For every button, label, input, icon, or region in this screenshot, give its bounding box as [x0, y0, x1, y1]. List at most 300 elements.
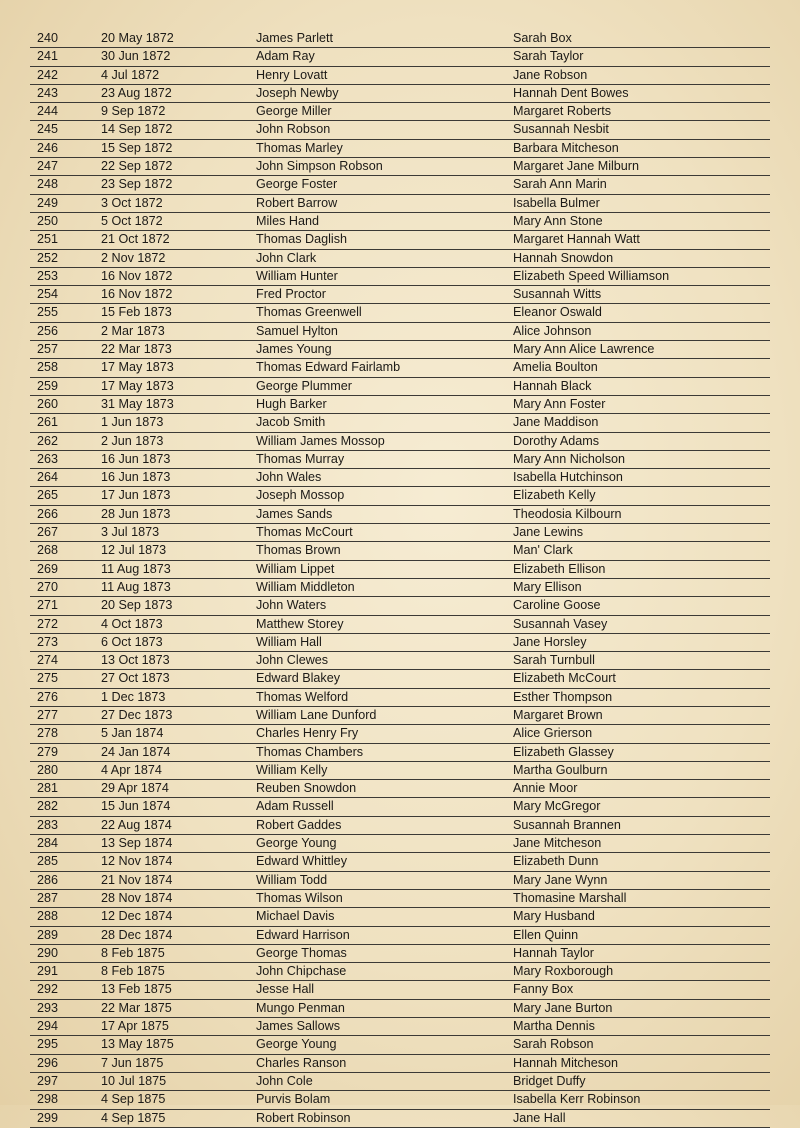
marriage-date: 10 Jul 1875: [101, 1073, 167, 1088]
table-row: [30, 780, 770, 798]
groom-name: Fred Proctor: [256, 287, 326, 302]
bride-name: Hannah Black: [513, 378, 592, 393]
bride-name: Thomasine Marshall: [513, 890, 627, 905]
groom-name: George Miller: [256, 104, 332, 119]
marriage-date: 27 Oct 1873: [101, 671, 170, 686]
marriage-date: 17 Apr 1875: [101, 1019, 169, 1034]
marriage-date: 27 Dec 1873: [101, 707, 173, 722]
table-row: [30, 414, 770, 432]
groom-name: Joseph Mossop: [256, 488, 345, 503]
entry-number: 241: [37, 49, 59, 64]
bride-name: Mary Roxborough: [513, 964, 614, 979]
marriage-date: 13 Oct 1873: [101, 653, 170, 668]
groom-name: Edward Harrison: [256, 927, 350, 942]
groom-name: Michael Davis: [256, 909, 335, 924]
table-row: [30, 396, 770, 414]
groom-name: Jesse Hall: [256, 982, 315, 997]
marriage-date: 4 Sep 1875: [101, 1092, 166, 1107]
table-row: [30, 304, 770, 322]
table-row: [30, 908, 770, 926]
marriage-register-table: [30, 30, 770, 1128]
entry-number: 259: [37, 378, 59, 393]
table-row: [30, 890, 770, 908]
bride-name: Sarah Ann Marin: [513, 177, 607, 192]
entry-number: 293: [37, 1000, 59, 1015]
groom-name: John Clewes: [256, 653, 329, 668]
entry-number: 266: [37, 506, 59, 521]
groom-name: John Clark: [256, 250, 317, 265]
groom-name: George Thomas: [256, 945, 347, 960]
bride-name: Mary Ann Stone: [513, 213, 603, 228]
bride-name: Mary Ellison: [513, 579, 582, 594]
bride-name: Fanny Box: [513, 982, 574, 997]
entry-number: 246: [37, 140, 59, 155]
bride-name: Isabella Hutchinson: [513, 470, 623, 485]
table-row: [30, 195, 770, 213]
bride-name: Amelia Boulton: [513, 360, 598, 375]
entry-number: 272: [37, 616, 59, 631]
bride-name: Margaret Jane Milburn: [513, 159, 639, 174]
marriage-date: 3 Jul 1873: [101, 525, 160, 540]
bride-name: Jane Hall: [513, 1110, 566, 1125]
table-row: [30, 140, 770, 158]
table-row: [30, 487, 770, 505]
groom-name: Reuben Snowdon: [256, 781, 357, 796]
entry-number: 253: [37, 268, 59, 283]
table-row: [30, 670, 770, 688]
entry-number: 251: [37, 232, 59, 247]
entry-number: 255: [37, 305, 59, 320]
bride-name: Barbara Mitcheson: [513, 140, 619, 155]
entry-number: 288: [37, 909, 59, 924]
table-row: [30, 158, 770, 176]
entry-number: 258: [37, 360, 59, 375]
table-row: [30, 524, 770, 542]
bride-name: Jane Lewins: [513, 525, 584, 540]
marriage-date: 13 May 1875: [101, 1037, 174, 1052]
marriage-date: 1 Dec 1873: [101, 689, 166, 704]
marriage-date: 16 Jun 1873: [101, 470, 171, 485]
entry-number: 250: [37, 213, 59, 228]
marriage-date: 15 Jun 1874: [101, 799, 171, 814]
marriage-date: 16 Nov 1872: [101, 287, 173, 302]
bride-name: Sarah Box: [513, 31, 572, 45]
groom-name: George Foster: [256, 177, 338, 192]
marriage-date: 9 Sep 1872: [101, 104, 166, 119]
bride-name: Caroline Goose: [513, 598, 601, 613]
groom-name: Edward Blakey: [256, 671, 340, 686]
table-row: [30, 945, 770, 963]
groom-name: Thomas Murray: [256, 451, 345, 466]
bride-name: Mary Ann Nicholson: [513, 451, 625, 466]
groom-name: William James Mossop: [256, 433, 385, 448]
groom-name: Thomas Wilson: [256, 890, 343, 905]
entry-number: 287: [37, 890, 59, 905]
bride-name: Elizabeth Dunn: [513, 854, 599, 869]
marriage-date: 22 Sep 1872: [101, 159, 173, 174]
entry-number: 252: [37, 250, 59, 265]
marriage-date: 11 Aug 1873: [101, 561, 171, 576]
table-row: [30, 378, 770, 396]
marriage-date: 28 Nov 1874: [101, 890, 173, 905]
marriage-date: 3 Oct 1872: [101, 195, 163, 210]
bride-name: Sarah Taylor: [513, 49, 584, 64]
entry-number: 285: [37, 854, 59, 869]
groom-name: Miles Hand: [256, 213, 319, 228]
table-row: [30, 1110, 770, 1128]
table-row: [30, 85, 770, 103]
bride-name: Mary Jane Burton: [513, 1000, 613, 1015]
bride-name: Theodosia Kilbourn: [513, 506, 622, 521]
bride-name: Sarah Turnbull: [513, 653, 595, 668]
groom-name: Mungo Penman: [256, 1000, 345, 1015]
groom-name: Robert Gaddes: [256, 817, 342, 832]
groom-name: Hugh Barker: [256, 396, 327, 411]
marriage-date: 13 Sep 1874: [101, 836, 173, 851]
bride-name: Jane Robson: [513, 67, 588, 82]
table-row: [30, 213, 770, 231]
table-row: [30, 1036, 770, 1054]
entry-number: 276: [37, 689, 59, 704]
groom-name: John Wales: [256, 470, 322, 485]
marriage-date: 16 Nov 1872: [101, 268, 173, 283]
groom-name: Thomas Marley: [256, 140, 343, 155]
entry-number: 275: [37, 671, 59, 686]
bride-name: Jane Maddison: [513, 415, 599, 430]
entry-number: 261: [37, 415, 59, 430]
entry-number: 257: [37, 342, 59, 357]
marriage-date: 5 Jan 1874: [101, 726, 164, 741]
groom-name: John Waters: [256, 598, 327, 613]
marriage-date: 15 Sep 1872: [101, 140, 173, 155]
marriage-date: 7 Jun 1875: [101, 1055, 164, 1070]
entry-number: 248: [37, 177, 59, 192]
bride-name: Isabella Bulmer: [513, 195, 600, 210]
groom-name: Edward Whittley: [256, 854, 347, 869]
entry-number: 265: [37, 488, 59, 503]
table-row: [30, 506, 770, 524]
marriage-date: 13 Feb 1875: [101, 982, 172, 997]
bride-name: Elizabeth Ellison: [513, 561, 606, 576]
marriage-date: 8 Feb 1875: [101, 964, 165, 979]
groom-name: George Young: [256, 836, 337, 851]
bride-name: Elizabeth Speed Williamson: [513, 268, 670, 283]
marriage-date: 4 Sep 1875: [101, 1110, 166, 1125]
groom-name: Joseph Newby: [256, 85, 339, 100]
bride-name: Mary Ann Alice Lawrence: [513, 342, 655, 357]
table-row: [30, 707, 770, 725]
marriage-date: 28 Jun 1873: [101, 506, 171, 521]
groom-name: Thomas McCourt: [256, 525, 353, 540]
groom-name: Adam Ray: [256, 49, 315, 64]
entry-number: 290: [37, 945, 59, 960]
bride-name: Susannah Nesbit: [513, 122, 609, 137]
bride-name: Sarah Robson: [513, 1037, 594, 1052]
table-row: [30, 286, 770, 304]
table-row: [30, 798, 770, 816]
entry-number: 298: [37, 1092, 59, 1107]
bride-name: Mary McGregor: [513, 799, 601, 814]
groom-name: Robert Barrow: [256, 195, 338, 210]
table-row: [30, 121, 770, 139]
marriage-date: 29 Apr 1874: [101, 781, 169, 796]
bride-name: Susannah Vasey: [513, 616, 608, 631]
entry-number: 273: [37, 634, 59, 649]
marriage-date: 12 Nov 1874: [101, 854, 173, 869]
table-row: [30, 981, 770, 999]
bride-name: Elizabeth Kelly: [513, 488, 596, 503]
table-row: [30, 872, 770, 890]
bride-name: Margaret Brown: [513, 707, 603, 722]
bride-name: Ellen Quinn: [513, 927, 579, 942]
marriage-date: 6 Oct 1873: [101, 634, 163, 649]
groom-name: William Hunter: [256, 268, 338, 283]
marriage-date: 2 Nov 1872: [101, 250, 166, 265]
entry-number: 291: [37, 964, 59, 979]
groom-name: Thomas Greenwell: [256, 305, 362, 320]
table-row: [30, 725, 770, 743]
table-row: [30, 433, 770, 451]
marriage-date: 30 Jun 1872: [101, 49, 171, 64]
table-row: [30, 817, 770, 835]
groom-name: William Middleton: [256, 579, 355, 594]
entry-number: 267: [37, 525, 59, 540]
groom-name: William Todd: [256, 872, 328, 887]
groom-name: John Robson: [256, 122, 331, 137]
marriage-date: 2 Jun 1873: [101, 433, 164, 448]
entry-number: 269: [37, 561, 59, 576]
table-row: [30, 268, 770, 286]
table-row: [30, 762, 770, 780]
entry-number: 249: [37, 195, 59, 210]
table-row: [30, 323, 770, 341]
bride-name: Alice Johnson: [513, 323, 592, 338]
entry-number: 281: [37, 781, 59, 796]
groom-name: James Sallows: [256, 1019, 340, 1034]
entry-number: 260: [37, 396, 59, 411]
bride-name: Hannah Snowdon: [513, 250, 614, 265]
entry-number: 282: [37, 799, 59, 814]
groom-name: Jacob Smith: [256, 415, 326, 430]
groom-name: John Cole: [256, 1073, 313, 1088]
entry-number: 264: [37, 470, 59, 485]
entry-number: 247: [37, 159, 59, 174]
entry-number: 240: [37, 31, 59, 45]
entry-number: 278: [37, 726, 59, 741]
marriage-date: 22 Aug 1874: [101, 817, 172, 832]
marriage-date: 22 Mar 1875: [101, 1000, 172, 1015]
marriage-date: 11 Aug 1873: [101, 579, 171, 594]
bride-name: Annie Moor: [513, 781, 578, 796]
table-row: [30, 1073, 770, 1091]
bride-name: Susannah Witts: [513, 287, 602, 302]
bride-name: Martha Goulburn: [513, 762, 608, 777]
marriage-date: 23 Sep 1872: [101, 177, 173, 192]
entry-number: 254: [37, 287, 59, 302]
bride-name: Mary Jane Wynn: [513, 872, 608, 887]
groom-name: Thomas Edward Fairlamb: [256, 360, 401, 375]
groom-name: William Lippet: [256, 561, 335, 576]
groom-name: William Lane Dunford: [256, 707, 377, 722]
table-row: [30, 963, 770, 981]
table-row: [30, 30, 770, 48]
entry-number: 289: [37, 927, 59, 942]
entry-number: 256: [37, 323, 59, 338]
bride-name: Hannah Dent Bowes: [513, 85, 629, 100]
groom-name: Robert Robinson: [256, 1110, 351, 1125]
groom-name: Thomas Welford: [256, 689, 349, 704]
entry-number: 279: [37, 744, 59, 759]
table-row: [30, 469, 770, 487]
bride-name: Susannah Brannen: [513, 817, 621, 832]
table-row: [30, 1055, 770, 1073]
bride-name: Elizabeth McCourt: [513, 671, 616, 686]
bride-name: Margaret Hannah Watt: [513, 232, 640, 247]
bride-name: Man' Clark: [513, 543, 573, 558]
groom-name: John Chipchase: [256, 964, 347, 979]
marriage-date: 24 Jan 1874: [101, 744, 171, 759]
entry-number: 283: [37, 817, 59, 832]
entry-number: 243: [37, 85, 59, 100]
entry-number: 295: [37, 1037, 59, 1052]
entry-number: 270: [37, 579, 59, 594]
bride-name: Bridget Duffy: [513, 1073, 586, 1088]
table-row: [30, 48, 770, 66]
entry-number: 292: [37, 982, 59, 997]
marriage-date: 12 Jul 1873: [101, 543, 167, 558]
groom-name: James Parlett: [256, 31, 333, 45]
groom-name: William Kelly: [256, 762, 328, 777]
marriage-date: 8 Feb 1875: [101, 945, 165, 960]
table-row: [30, 835, 770, 853]
table-row: [30, 176, 770, 194]
marriage-date: 15 Feb 1873: [101, 305, 172, 320]
table-row: [30, 103, 770, 121]
bride-name: Dorothy Adams: [513, 433, 600, 448]
groom-name: William Hall: [256, 634, 322, 649]
table-row: [30, 341, 770, 359]
table-row: [30, 359, 770, 377]
table-row: [30, 744, 770, 762]
groom-name: George Young: [256, 1037, 337, 1052]
marriage-date: 5 Oct 1872: [101, 213, 163, 228]
table-row: [30, 561, 770, 579]
entry-number: 299: [37, 1110, 59, 1125]
marriage-date: 16 Jun 1873: [101, 451, 171, 466]
marriage-date: 21 Oct 1872: [101, 232, 170, 247]
groom-name: James Young: [256, 342, 332, 357]
groom-name: Adam Russell: [256, 799, 334, 814]
marriage-date: 17 May 1873: [101, 360, 174, 375]
table-row: [30, 1000, 770, 1018]
groom-name: John Simpson Robson: [256, 159, 383, 174]
groom-name: Matthew Storey: [256, 616, 344, 631]
marriage-date: 1 Jun 1873: [101, 415, 164, 430]
table-row: [30, 250, 770, 268]
groom-name: George Plummer: [256, 378, 352, 393]
marriage-date: 12 Dec 1874: [101, 909, 173, 924]
marriage-date: 22 Mar 1873: [101, 342, 172, 357]
marriage-date: 31 May 1873: [101, 396, 174, 411]
groom-name: Thomas Daglish: [256, 232, 347, 247]
groom-name: Thomas Chambers: [256, 744, 364, 759]
table-row: [30, 67, 770, 85]
groom-name: Thomas Brown: [256, 543, 341, 558]
entry-number: 284: [37, 836, 59, 851]
marriage-date: 4 Apr 1874: [101, 762, 162, 777]
bride-name: Eleanor Oswald: [513, 305, 602, 320]
bride-name: Martha Dennis: [513, 1019, 595, 1034]
table-row: [30, 451, 770, 469]
marriage-date: 21 Nov 1874: [101, 872, 173, 887]
bride-name: Mary Ann Foster: [513, 396, 606, 411]
marriage-date: 28 Dec 1874: [101, 927, 173, 942]
entry-number: 297: [37, 1073, 59, 1088]
marriage-date: 14 Sep 1872: [101, 122, 173, 137]
table-row: [30, 1018, 770, 1036]
marriage-date: 17 Jun 1873: [101, 488, 171, 503]
entry-number: 245: [37, 122, 59, 137]
groom-name: Charles Ranson: [256, 1055, 347, 1070]
marriage-date: 23 Aug 1872: [101, 85, 172, 100]
bride-name: Alice Grierson: [513, 726, 593, 741]
table-row: [30, 652, 770, 670]
table-row: [30, 231, 770, 249]
bride-name: Mary Husband: [513, 909, 595, 924]
groom-name: Purvis Bolam: [256, 1092, 331, 1107]
entry-number: 294: [37, 1019, 59, 1034]
groom-name: James Sands: [256, 506, 333, 521]
table-row: [30, 542, 770, 560]
bride-name: Hannah Taylor: [513, 945, 594, 960]
bride-name: Jane Horsley: [513, 634, 587, 649]
table-row: [30, 616, 770, 634]
entry-number: 296: [37, 1055, 59, 1070]
groom-name: Henry Lovatt: [256, 67, 328, 82]
table-row: [30, 634, 770, 652]
entry-number: 268: [37, 543, 59, 558]
table-row: [30, 853, 770, 871]
bride-name: Elizabeth Glassey: [513, 744, 614, 759]
table-row: [30, 579, 770, 597]
bride-name: Margaret Roberts: [513, 104, 611, 119]
bride-name: Esther Thompson: [513, 689, 613, 704]
marriage-date: 20 May 1872: [101, 31, 174, 45]
entry-number: 244: [37, 104, 59, 119]
groom-name: Charles Henry Fry: [256, 726, 359, 741]
marriage-date: 4 Jul 1872: [101, 67, 160, 82]
marriage-date: 4 Oct 1873: [101, 616, 163, 631]
entry-number: 263: [37, 451, 59, 466]
table-row: [30, 927, 770, 945]
entry-number: 277: [37, 707, 59, 722]
marriage-date: 17 May 1873: [101, 378, 174, 393]
marriage-date: 20 Sep 1873: [101, 598, 173, 613]
bride-name: Hannah Mitcheson: [513, 1055, 619, 1070]
entry-number: 286: [37, 872, 59, 887]
bride-name: Isabella Kerr Robinson: [513, 1092, 641, 1107]
groom-name: Samuel Hylton: [256, 323, 338, 338]
entry-number: 274: [37, 653, 59, 668]
bride-name: Jane Mitcheson: [513, 836, 602, 851]
table-row: [30, 597, 770, 615]
table-row: [30, 689, 770, 707]
table-row: [30, 1091, 770, 1109]
entry-number: 242: [37, 67, 59, 82]
marriage-date: 2 Mar 1873: [101, 323, 165, 338]
entry-number: 271: [37, 598, 59, 613]
entry-number: 262: [37, 433, 59, 448]
